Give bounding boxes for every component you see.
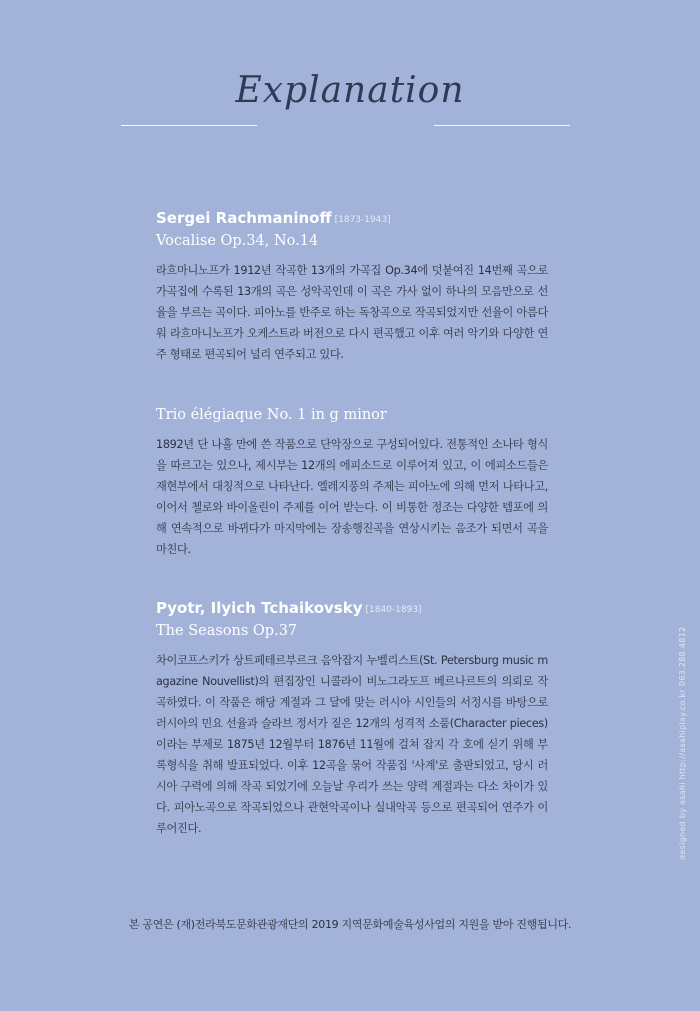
section-description: 라흐마니노프가 1912년 작곡한 13개의 가곡집 Op.34에 덧붙여진 14번째 곡으로 가곡집에 수록된 13개의 곡은 성악곡인데 이 곡은 가사 없이 하나의 모음만으로 선율을 부르는 곡이다. 피아노를 반주로 하는 독창곡으로 작곡되었지만 선율이 아름다워 라흐마니노프가 오케스트라 버전으로 다시 편곡했고 이후 여러 악기와 다양한 연주 형태로 편곡되어 널리 연주되고 있다.	[156, 264, 548, 361]
section-rachmaninoff-vocalise	[156, 208, 548, 365]
footer-sponsor-note: 본 공연은 (재)전라북도문화관광재단의 2019 지역문화예술육성사업의 지원을 받아 진행됩니다.	[128, 918, 572, 931]
designer-credit: designed by asahi http://asahiplay.co.kr 063.288.4812	[678, 626, 687, 860]
composer-heading	[156, 208, 548, 230]
title-rule-left	[121, 125, 257, 126]
composer-name: Pyotr, Ilyich Tchaikovsky	[156, 599, 363, 617]
title-rule-right	[434, 125, 570, 126]
section-tchaikovsky-seasons	[156, 598, 548, 839]
composer-years: [1840-1893]	[365, 605, 422, 615]
section-description: 차이코프스키가 상트페테르부르크 음악잡지 누벨리스트(St. Petersburg music magazine Nouvellist)의 편집장인 니콜라이 비노그라도프 베르나르트의 의뢰로 작곡하였다. 이 작품은 해당 계절과 그 달에 맞는 러시아 시인들의 서정시를 바탕으로 러시아의 민요 선율과 슬라브 정서가 짙은 12개의 성격적 소품(Character pieces)이라는 부제로 1875년 12월부터 1876년 11월에 걸쳐 잡지 각 호에 싣기 위해 부록형식을 취해 발표되었다. 이후 12곡을 묶어 작품집 '사계'로 출판되었고, 당시 러시아 구력에 의해 작곡 되었기에 오늘날 우리가 쓰는 양력 계절과는 다소 차이가 있다. 피아노곡으로 작곡되었으나 관현악곡이나 실내악곡 등으로 편곡되어 연주가 이루어진다.	[156, 654, 548, 835]
composer-name: Sergei Rachmaninoff	[156, 209, 332, 227]
work-title: The Seasons Op.37	[156, 623, 298, 639]
section-description: 1892년 단 나흘 만에 쓴 작품으로 단악장으로 구성되어있다. 전통적인 소나타 형식을 따르고는 있으나, 제시부는 12개의 에피소드로 이루어져 있고, 이 에피소드들은 재현부에서 대칭적으로 나타난다. 엘레지풍의 주제는 피아노에 의해 먼저 나타나고, 이어서 첼로와 바이올린이 주제를 이어 받는다. 이 비통한 정조는 다양한 템포에 의해 연속적으로 바뀌다가 마지막에는 장송행진곡을 연상시키는 음조가 되면서 곡을 마친다.	[156, 438, 548, 556]
work-title: Vocalise Op.34, No.14	[156, 233, 319, 249]
composer-years: [1873-1943]	[334, 215, 391, 225]
work-title: Trio élégiaque No. 1 in g minor	[156, 407, 387, 423]
section-rachmaninoff-trio	[156, 404, 548, 560]
composer-heading	[156, 598, 548, 620]
page-title: Explanation	[235, 70, 465, 111]
